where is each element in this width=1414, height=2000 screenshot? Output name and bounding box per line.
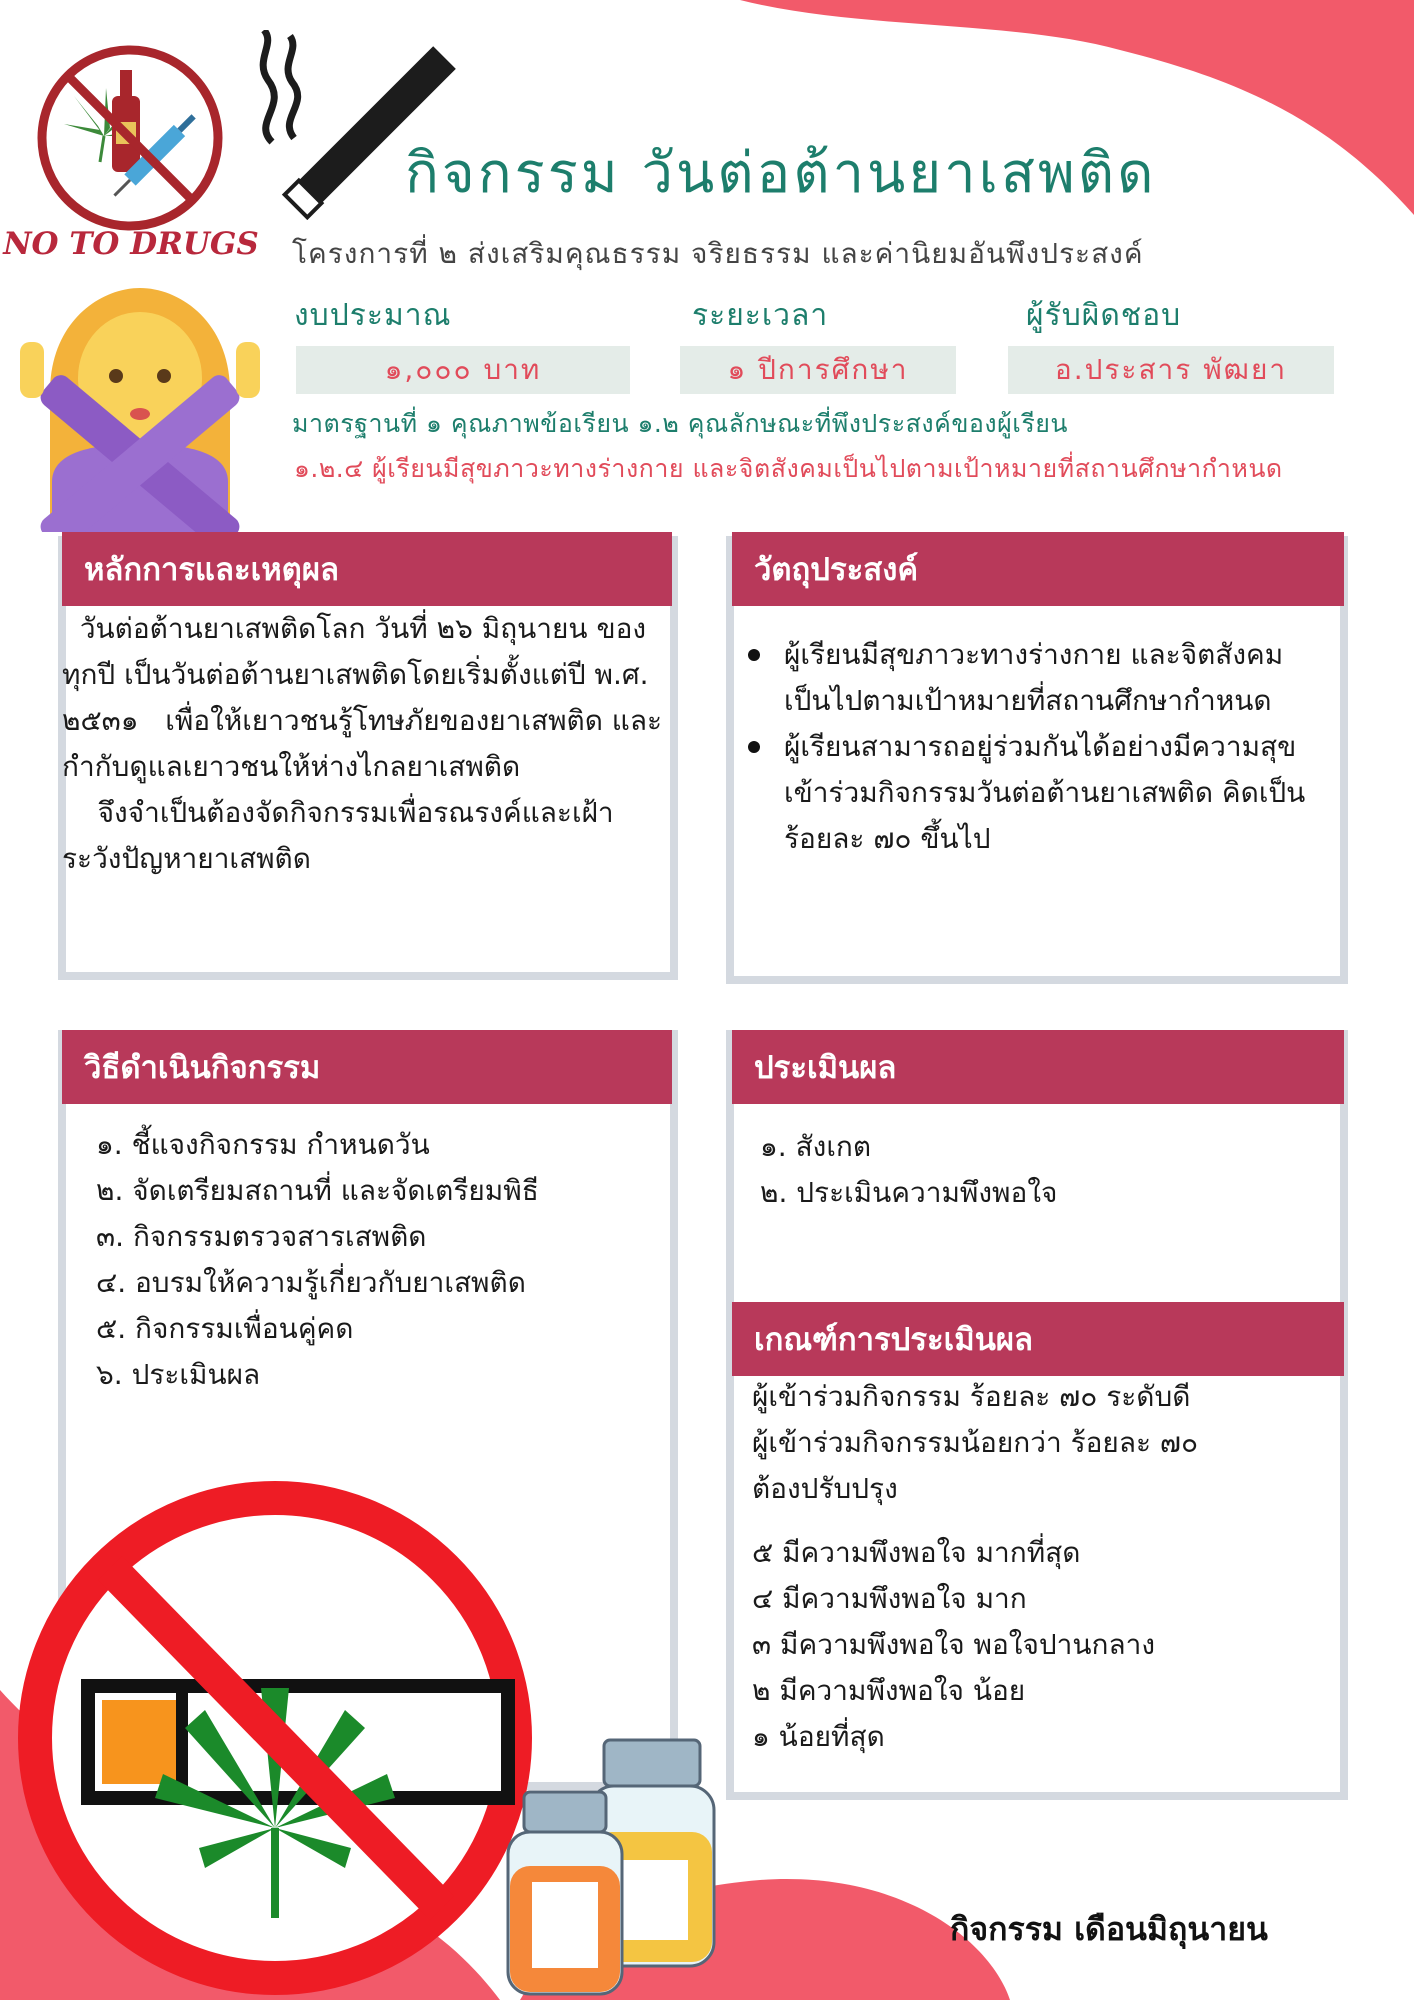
objectives-heading: วัตถุประสงค์ bbox=[732, 532, 1344, 606]
scale-item-4: ๔ มีความพึงพอใจ มาก bbox=[752, 1582, 1027, 1615]
no-drugs-badge-text: NO TO DRUGS bbox=[3, 226, 259, 262]
rationale-paragraph-2: จึงจำเป็นต้องจัดกิจกรรมเพื่อรณรงค์และเฝ้าระวังปัญหายาเสพติด bbox=[62, 796, 614, 875]
duration-label: ระยะเวลา bbox=[692, 298, 829, 333]
procedure-item-4: ๔. อบรมให้ความรู้เกี่ยวกับยาเสพติด bbox=[96, 1266, 526, 1299]
owner-label: ผู้รับผิดชอบ bbox=[1026, 298, 1182, 333]
footer-text: กิจกรรม เดือนมิถุนายน bbox=[950, 1910, 1268, 1948]
procedure-item-3: ๓. กิจกรรมตรวจสารเสพติด bbox=[96, 1220, 427, 1253]
satisfaction-scale bbox=[752, 1530, 1332, 1760]
no-drugs-icon bbox=[32, 40, 228, 236]
criteria-line-3: ต้องปรับปรุง bbox=[752, 1472, 898, 1505]
procedure-item-1: ๑. ชี้แจงกิจกรรม กำหนดวัน bbox=[96, 1128, 430, 1161]
pill-bottles-icon bbox=[494, 1732, 734, 2000]
scale-item-2: ๒ มีความพึงพอใจ น้อย bbox=[752, 1674, 1026, 1707]
procedure-list bbox=[96, 1122, 656, 1398]
standard-line-2: ๑.๒.๔ ผู้เรียนมีสุขภาวะทางร่างกาย และจิตสังคมเป็นไปตามเป้าหมายที่สถานศึกษากำหนด bbox=[294, 454, 1283, 483]
rationale-paragraph-1: วันต่อต้านยาเสพติดโลก วันที่ ๒๖ มิถุนายน ของทุกปี เป็นวันต่อต้านยาเสพติดโดยเริ่มตั้งแต่ปี พ.ศ. ๒๕๓๑ เพื่อให้เยาวชนรู้โทษภัยของยาเสพติด และกำกับดูแลเยาวชนให้ห่างไกลยาเสพติด bbox=[62, 612, 663, 783]
objectives-list bbox=[748, 632, 1328, 862]
rationale-heading: หลักการและเหตุผล bbox=[62, 532, 672, 606]
criteria-line-2: ผู้เข้าร่วมกิจกรรมน้อยกว่า ร้อยละ ๗๐ bbox=[752, 1426, 1199, 1459]
procedure-heading: วิธีดำเนินกิจกรรม bbox=[62, 1030, 672, 1104]
evaluation-list bbox=[760, 1124, 1320, 1216]
procedure-item-5: ๕. กิจกรรมเพื่อนคู่คด bbox=[96, 1312, 354, 1345]
scale-item-5: ๕ มีความพึงพอใจ มากที่สุด bbox=[752, 1536, 1081, 1569]
evaluation-item-2: ๒. ประเมินความพึงพอใจ bbox=[760, 1176, 1058, 1209]
scale-item-3: ๓ มีความพึงพอใจ พอใจปานกลาง bbox=[752, 1628, 1156, 1661]
procedure-item-6: ๖. ประเมินผล bbox=[96, 1358, 261, 1391]
project-line: โครงการที่ ๒ ส่งเสริมคุณธรรม จริยธรรม และค่านิยมอันพึงประสงค์ bbox=[292, 237, 1144, 270]
procedure-item-2: ๒. จัดเตรียมสถานที่ และจัดเตรียมพิธี bbox=[96, 1174, 539, 1207]
page-title: กิจกรรม วันต่อต้านยาเสพติด bbox=[405, 141, 1157, 206]
objective-item-2: ผู้เรียนสามารถอยู่ร่วมกันได้อย่างมีความสุข เข้าร่วมกิจกรรมวันต่อต้านยาเสพติด คิดเป็นร้อยละ ๗๐ ขึ้นไป bbox=[748, 724, 1328, 862]
budget-label: งบประมาณ bbox=[294, 298, 452, 333]
objective-item-1: ผู้เรียนมีสุขภาวะทางร่างกาย และจิตสังคมเป็นไปตามเป้าหมายที่สถานศึกษากำหนด bbox=[748, 632, 1328, 724]
evaluation-item-1: ๑. สังเกต bbox=[760, 1130, 872, 1163]
rationale-body bbox=[62, 606, 672, 882]
evaluation-heading: ประเมินผล bbox=[732, 1030, 1344, 1104]
no-smoking-cannabis-icon bbox=[10, 1468, 540, 2000]
standard-line-1: มาตรฐานที่ ๑ คุณภาพข้อเรียน ๑.๒ คุณลักษณะที่พึงประสงค์ของผู้เรียน bbox=[292, 409, 1068, 438]
criteria-lines bbox=[752, 1374, 1332, 1512]
owner-value: อ.ประสาร พัฒยา bbox=[1008, 346, 1334, 394]
budget-value: ๑,๐๐๐ บาท bbox=[296, 346, 630, 394]
scale-item-1: ๑ น้อยที่สุด bbox=[752, 1720, 885, 1753]
duration-value: ๑ ปีการศึกษา bbox=[680, 346, 956, 394]
criteria-line-1: ผู้เข้าร่วมกิจกรรม ร้อยละ ๗๐ ระดับดี bbox=[752, 1380, 1191, 1413]
girl-crossed-arms-icon bbox=[10, 282, 270, 532]
criteria-heading: เกณฑ์การประเมินผล bbox=[732, 1302, 1344, 1376]
